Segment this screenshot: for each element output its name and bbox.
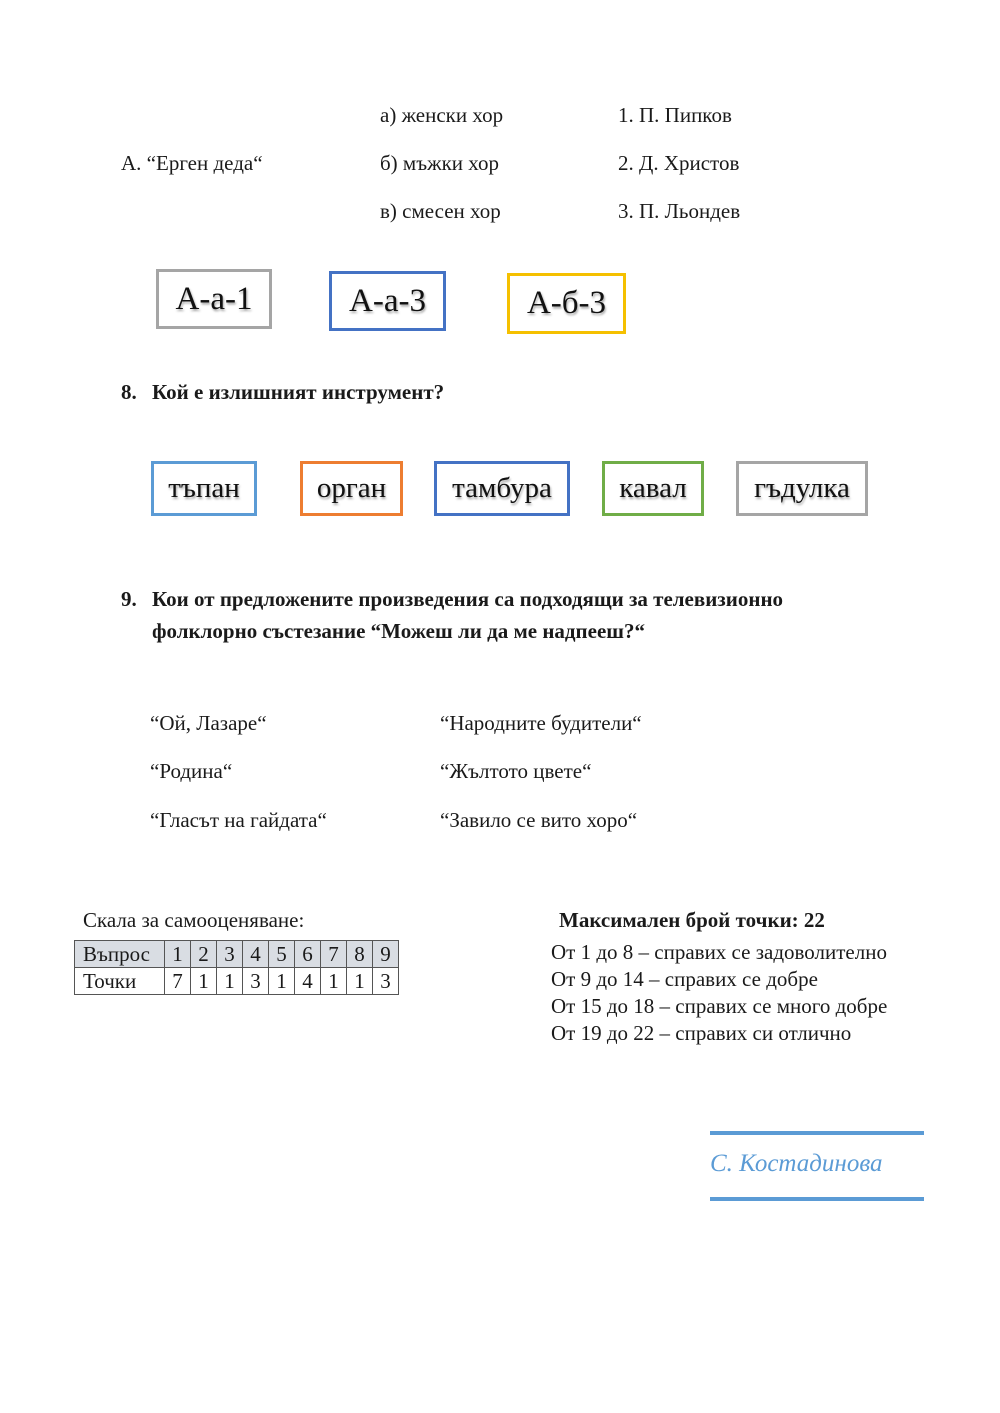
table-row — [75, 941, 399, 968]
question-9-text-line2: фолклорно състезание “Можеш ли да ме надпееш?“ — [152, 619, 646, 643]
table-cell: 7 — [321, 941, 347, 968]
song-option[interactable]: “Жълтото цвете“ — [440, 759, 592, 783]
grading-level: От 19 до 22 – справих си отлично — [551, 1021, 852, 1045]
instrument-option-tambura[interactable]: тамбура — [434, 461, 570, 516]
question-9-text-line1: Кои от предложените произведения са подходящи за телевизионно — [152, 587, 784, 611]
self-eval-title: Скала за самооценяване: — [83, 908, 305, 932]
question-9-number: 9. — [121, 587, 137, 611]
grading-level: От 15 до 18 – справих се много добре — [551, 994, 888, 1018]
song-option[interactable]: “Ой, Лазаре“ — [150, 711, 267, 735]
author-name: С. Костадинова — [710, 1150, 883, 1177]
max-points-heading: Максимален брой точки: 22 — [559, 908, 825, 932]
signature-bottom-line — [710, 1197, 924, 1201]
instrument-option-tapan[interactable]: тъпан — [151, 461, 257, 516]
table-cell: 1 — [321, 968, 347, 995]
table-cell: 3 — [217, 941, 243, 968]
piece-label: А. “Ерген деда“ — [121, 151, 263, 175]
instrument-option-kaval[interactable]: кавал — [602, 461, 704, 516]
instrument-option-organ[interactable]: орган — [300, 461, 403, 516]
table-cell: 1 — [191, 968, 217, 995]
choir-option-a: а) женски хор — [380, 103, 504, 127]
question-8-number: 8. — [121, 380, 137, 404]
table-cell: 4 — [243, 941, 269, 968]
table-cell: 8 — [347, 941, 373, 968]
answer-option-a-a-1[interactable]: А-а-1 — [156, 269, 272, 329]
table-row — [75, 968, 399, 995]
table-row-label: Точки — [75, 968, 165, 995]
signature-top-line — [710, 1131, 924, 1135]
table-row-label: Въпрос — [75, 941, 165, 968]
table-cell: 6 — [295, 941, 321, 968]
table-cell: 2 — [191, 941, 217, 968]
table-cell: 7 — [165, 968, 191, 995]
instrument-option-gadulka[interactable]: гъдулка — [736, 461, 868, 516]
choir-option-b: б) мъжки хор — [380, 151, 499, 175]
self-eval-table — [74, 940, 399, 995]
song-option[interactable]: “Завило се вито хоро“ — [440, 808, 638, 832]
song-option[interactable]: “Народните будители“ — [440, 711, 642, 735]
composer-option-2: 2. Д. Христов — [618, 151, 740, 175]
song-option[interactable]: “Родина“ — [150, 759, 233, 783]
table-cell: 3 — [373, 968, 399, 995]
table-cell: 1 — [269, 968, 295, 995]
choir-option-c: в) смесен хор — [380, 199, 501, 223]
table-cell: 9 — [373, 941, 399, 968]
answer-option-a-b-3[interactable]: А-б-3 — [507, 273, 626, 334]
grading-level: От 9 до 14 – справих се добре — [551, 967, 818, 991]
table-cell: 3 — [243, 968, 269, 995]
table-cell: 1 — [347, 968, 373, 995]
answer-option-a-a-3[interactable]: А-а-3 — [329, 271, 446, 331]
composer-option-3: 3. П. Льондев — [618, 199, 741, 223]
table-cell: 4 — [295, 968, 321, 995]
song-option[interactable]: “Гласът на гайдата“ — [150, 808, 327, 832]
table-cell: 1 — [217, 968, 243, 995]
grading-level: От 1 до 8 – справих се задоволително — [551, 940, 887, 964]
table-cell: 5 — [269, 941, 295, 968]
composer-option-1: 1. П. Пипков — [618, 103, 732, 127]
table-cell: 1 — [165, 941, 191, 968]
question-8-text: Кой е излишният инструмент? — [152, 380, 445, 404]
